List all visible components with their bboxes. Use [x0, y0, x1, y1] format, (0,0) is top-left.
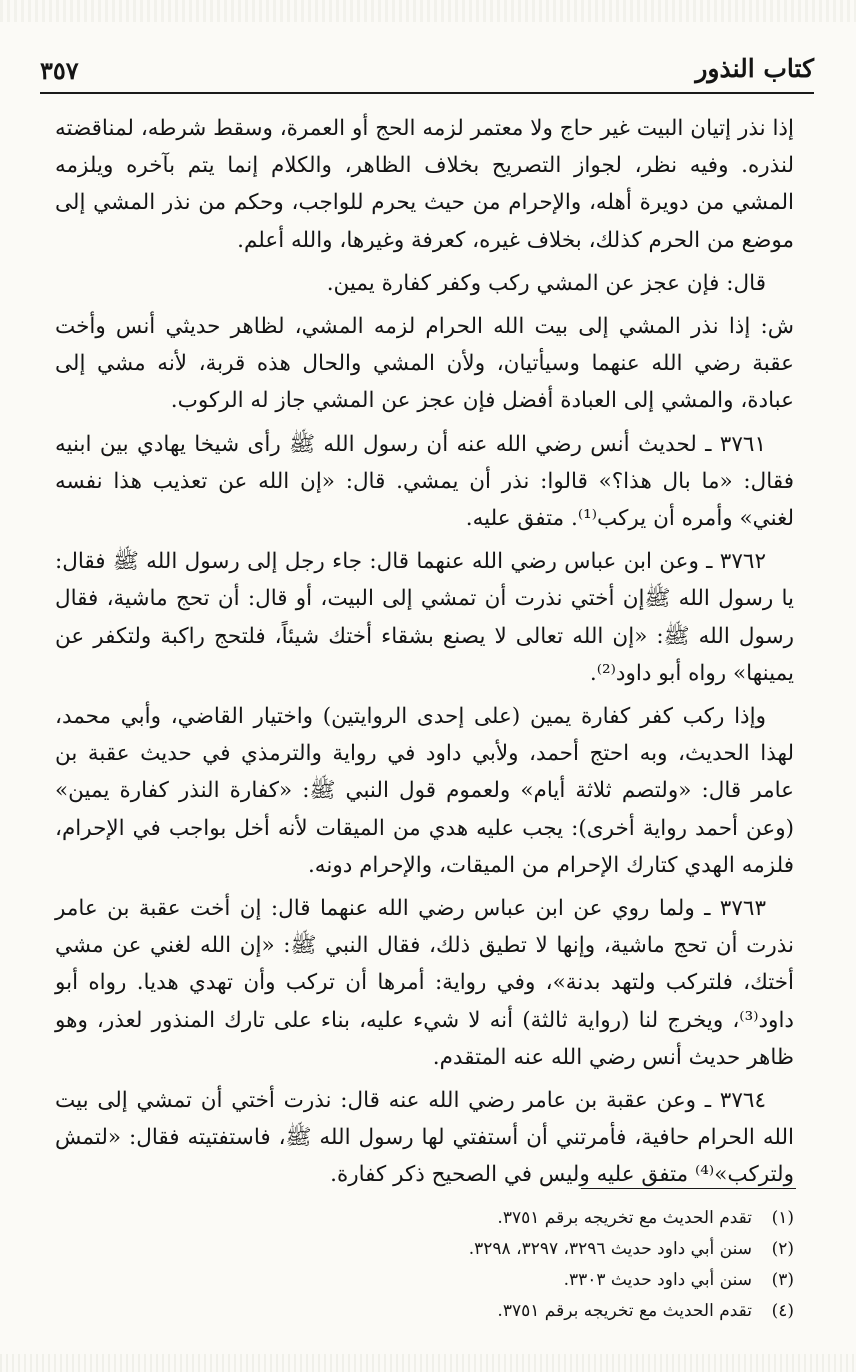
- footnote-number: (٢): [771, 1239, 794, 1259]
- running-title: كتاب النذور: [695, 54, 814, 83]
- paragraph: إذا نذر إتيان البيت غير حاج ولا معتمر لزمه الحج أو العمرة، وسقط شرطه، لمناقضته لنذره. وفيه نظر، لجواز التصريح بخلاف الظاهر، والكلام إنما يتم بآخره ويلزمه المشي من دويرة أهله، والإحرام من حيث يحرم للواجب، وحكم من نذر المشي إلى موضع من الحرم كذلك، بخلاف غيره، كعرفة وغيرها، والله أعلم.: [55, 116, 794, 253]
- page-header: [40, 50, 814, 94]
- footnote-text: تقدم الحديث مع تخريجه برقم ٣٧٥١.: [497, 1301, 752, 1321]
- main-text: [55, 110, 794, 1200]
- page-number: ٣٥٧: [40, 56, 79, 85]
- footnote-text: تقدم الحديث مع تخريجه برقم ٣٧٥١.: [497, 1208, 752, 1228]
- footnote-number: (٣): [771, 1270, 794, 1290]
- footnote: [90, 1203, 794, 1234]
- footnotes: [90, 1203, 794, 1327]
- footnote-divider: [581, 1188, 796, 1189]
- paragraph: قال: فإن عجز عن المشي ركب وكفر كفارة يمين.: [326, 270, 766, 296]
- paragraph: ش: إذا نذر المشي إلى بيت الله الحرام لزمه المشي، لظاهر حديثي أنس وأخت عقبة رضي الله عنهما وسيأتيان، ولأن المشي والحال هذه قربة، لأنه مشي إلى عبادة، والمشي إلى العبادة أفضل فإن عجز عن المشي جاز له الركوب.: [55, 314, 794, 414]
- paragraph: وإذا ركب كفر كفارة يمين (على إحدى الروايتين) واختيار القاضي، وأبي محمد، لهذا الحديث، وبه احتج أحمد، ولأبي داود في رواية والترمذي في حديث عقبة بن عامر قال: «ولتصم ثلاثة أيام» ولعموم قول النبي ﷺ: «كفارة النذر كفارة يمين» (وعن أحمد رواية أخرى): يجب عليه هدي من الميقات لأنه أخل بواجب في الإحرام، فلزمه الهدي كتارك الإحرام من الميقات، والإحرام دونه.: [55, 704, 794, 878]
- scan-edge-top: [0, 0, 856, 22]
- footnote-number: (١): [771, 1208, 794, 1228]
- footnote-text: سنن أبي داود حديث ٣٣٠٣.: [563, 1270, 752, 1290]
- hadith-paragraph: ٣٧٦٢ ـ وعن ابن عباس رضي الله عنهما قال: جاء رجل إلى رسول الله ﷺ فقال: يا رسول الله ﷺإن أختي نذرت أن تمشي إلى البيت، أو قال: أن تحج ماشية، فقال رسول الله ﷺ: «إن الله تعالى لا يصنع بشقاء أختك شيئاً، فلتحج راكبة ولتكفر عن يمينها» رواه أبو داود⁽²⁾.: [55, 549, 794, 686]
- footnote-number: (٤): [771, 1301, 794, 1321]
- scan-edge-bottom: [0, 1354, 856, 1372]
- hadith-paragraph: ٣٧٦١ ـ لحديث أنس رضي الله عنه أن رسول الله ﷺ رأى شيخا يهادي بين ابنيه فقال: «ما بال هذا؟» قالوا: نذر أن يمشي. قال: «إن الله عن تعذيب هذا نفسه لغني» وأمره أن يركب⁽¹⁾. متفق عليه.: [55, 431, 794, 532]
- hadith-paragraph: ٣٧٦٣ ـ ولما روي عن ابن عباس رضي الله عنهما قال: إن أخت عقبة بن عامر نذرت أن تحج ماشية، وإنها لا تطيق ذلك، فقال النبي ﷺ: «إن الله لغني عن مشي أختك، فلتركب ولتهد بدنة»، وفي رواية: أمرها أن تركب وأن تهدي هديا. رواه أبو داود⁽³⁾، ويخرج لنا (رواية ثالثة) أنه لا شيء عليه، بناء على تارك المنذور لعذر، وهو ظاهر حديث أنس رضي الله عنه المتقدم.: [55, 896, 794, 1070]
- footnote: [90, 1296, 794, 1327]
- hadith-paragraph: ٣٧٦٤ ـ وعن عقبة بن عامر رضي الله عنه قال: نذرت أختي أن تمشي إلى بيت الله الحرام حافية، فأمرتني أن أستفتي لها رسول الله ﷺ، فاستفتيته فقال: «لتمش ولتركب»⁽⁴⁾ متفق عليه وليس في الصحيح ذكر كفارة.: [55, 1088, 794, 1188]
- footnote: [90, 1265, 794, 1296]
- footnote: [90, 1234, 794, 1265]
- footnote-text: سنن أبي داود حديث ٣٢٩٦، ٣٢٩٧، ٣٢٩٨.: [468, 1239, 752, 1259]
